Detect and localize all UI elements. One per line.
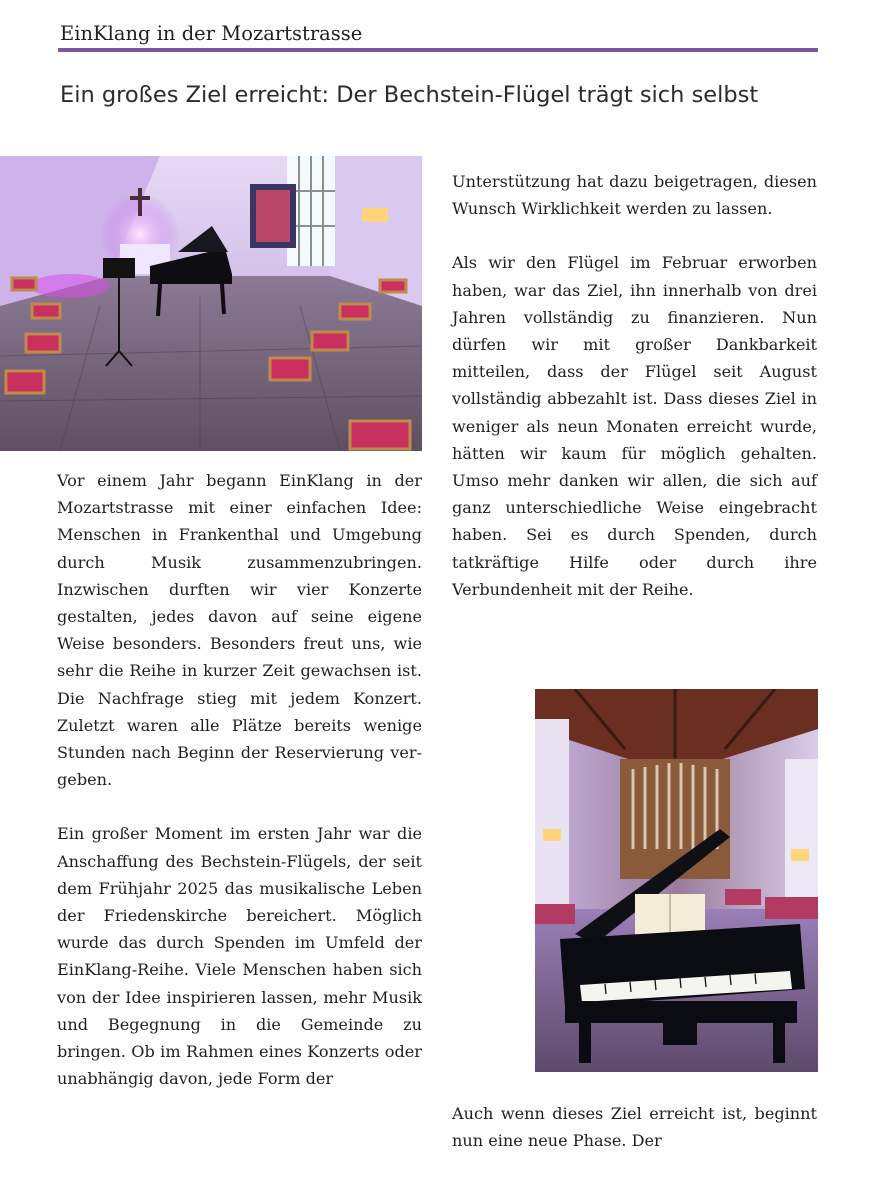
article-headline: Ein großes Ziel erreicht: Der Bechstein-Flügel trägt sich selbst: [60, 82, 759, 108]
article-paragraph: Vor einem Jahr begann EinKlang in der Mozartstrasse mit einer einfachen Idee: Menschen in Frankenthal und Umgebung durch Musik zusammenzubringen. Inzwischen durften wir vier Konzerte gestalten, jedes davon auf seine eigene Weise besonders. Besonders freut uns, wie sehr die Reihe in kurzer Zeit gewachsen ist. Die Nachfrage stieg mit jedem Konzert. Zuletzt waren alle Plätze bereits wenige Stunden nach Beginn der Reservierung vergeben.: [57, 471, 422, 790]
church-interior-photo: [0, 156, 422, 451]
article-column-right-bottom: [452, 1100, 817, 1154]
article-paragraph: Unterstützung hat dazu beigetragen, diesen Wunsch Wirklichkeit werden zu lassen.: [452, 172, 817, 219]
grand-piano-photo: [535, 689, 818, 1072]
article-paragraph: Ein großer Moment im ersten Jahr war die Anschaffung des Bechstein-Flügels, der seit dem Frühjahr 2025 das musikalische Leben der Friedenskirche bereichert. Möglich wurde das durch Spenden im Umfeld der EinKlang-Reihe. Viele Menschen haben sich von der Idee inspirieren lassen, mehr Musik und Begegnung in die Gemeinde zu bringen. Ob im Rahmen eines Konzerts oder unabhängig davon, jede Form der: [57, 824, 422, 1089]
header-title: EinKlang in der Mozartstrasse: [60, 22, 363, 45]
page-header: [58, 20, 818, 52]
article-paragraph: Als wir den Flügel im Februar erworben haben, war das Ziel, ihn innerhalb von drei Jahren vollständig zu finanzieren. Nun dürfen wir mit großer Dankbarkeit mitteilen, dass der Flügel seit August vollständig abbezahlt ist. Dass dieses Ziel in weniger als neun Monaten erreicht wurde, hätten wir kaum für möglich gehalten. Umso mehr danken wir allen, die sich auf ganz unterschiedliche Weise eingebracht haben. Sei es durch Spenden, durch tatkräftige Hilfe oder durch ihre Verbundenheit mit der Reihe.: [452, 253, 817, 599]
article-column-left: [57, 467, 422, 1092]
article-paragraph: Auch wenn dieses Ziel erreicht ist, beginnt nun eine neue Phase. Der: [452, 1104, 817, 1151]
article-column-right: [452, 168, 817, 603]
